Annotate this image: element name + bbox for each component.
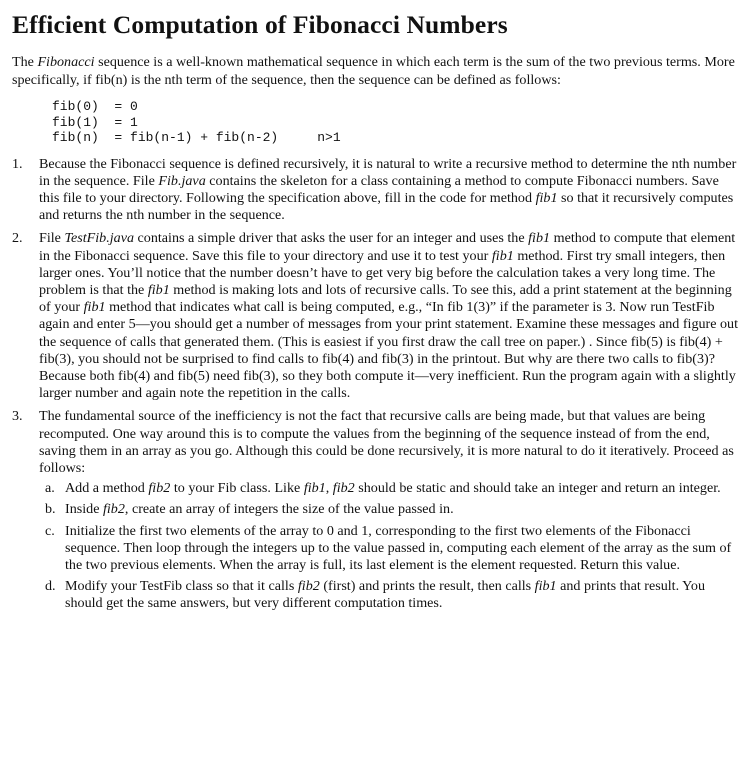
- intro-italic-term: Fibonacci: [37, 54, 95, 70]
- method-name: fib2: [102, 501, 125, 518]
- text-run: contains a simple driver that asks the user for an integer and uses the: [134, 230, 529, 247]
- method-name: fib1: [83, 299, 106, 316]
- method-name: fib2: [297, 578, 320, 595]
- sub-step-d: [39, 578, 739, 612]
- sub-step-a: [39, 480, 739, 497]
- text-run: method that indicates what call is being computed, e.g., “In fib 1(3)” if the parameter is 3. Now run TestFib again and enter 5—you should get a number of messages from your print statement. Examine these messages and figure out the sequence of calls that generated them. (This is easiest if you first draw the call tree on paper.) . Since fib(5) is fib(4) + fib(3), you should not be surprised to find calls to fib(4) and fib(3) in the printout. But why are there two calls to fib(3)? Because both fib(4) and fib(5) need fib(3), so they both compute it—very inefficient. Run the program again with a slightly larger number and again note the repetition in the calls.: [39, 299, 739, 402]
- text-run: Because the Fibonacci sequence is defined recursively, it is natural to write a recursive method to determine the nth number in the sequence. File: [39, 155, 737, 189]
- sub-step-letter: b.: [45, 501, 56, 518]
- sub-step-b: [39, 501, 739, 518]
- text-run: Inside: [65, 501, 103, 518]
- exercise-item-1: [12, 156, 739, 225]
- file-name: TestFib.java: [64, 230, 135, 247]
- text-run: method to compute that element in the Fibonacci sequence. Save this file to your directory and use it to test your: [39, 230, 736, 264]
- item-text: The fundamental source of the inefficiency is not the fact that recursive calls are being made, but that values are being recomputed. One way around this is to compute the values from the beginning of the sequence instead of from the end, saving them in an array as you go. Although this could be done recursively, it is more natural to do it iteratively. Proceed as follows:: [39, 408, 734, 476]
- item-number: 1.: [12, 155, 23, 172]
- item-number: 3.: [12, 408, 23, 425]
- text-run: contains the skeleton for a class containing a method to compute Fibonacci numbers. Save this file to your directory. Following the specification above, fill in the code for method: [39, 172, 719, 206]
- text-run: Modify your TestFib class so that it calls: [65, 578, 298, 595]
- method-name: fib1: [535, 189, 558, 206]
- text-run: File: [39, 230, 65, 247]
- method-name: fib2: [148, 480, 171, 497]
- method-name: fib1: [491, 247, 514, 264]
- sub-step-c: [39, 523, 739, 575]
- intro-text: The: [12, 54, 38, 70]
- method-name: fib1: [147, 281, 170, 298]
- sub-step-letter: a.: [45, 480, 55, 497]
- text-run: should be static and should take an integer and return an integer.: [354, 480, 721, 497]
- method-name: fib2: [332, 480, 355, 497]
- exercise-item-2: [12, 230, 739, 402]
- method-name: fib1: [528, 230, 551, 247]
- item-number: 2.: [12, 230, 23, 247]
- text-run: , create an array of integers the size of the value passed in.: [124, 501, 454, 518]
- page-title: Efficient Computation of Fibonacci Numbers: [12, 10, 508, 39]
- item-text: [39, 156, 739, 225]
- text-run: method. First try small integers, then larger ones. You’ll notice that the number doesn’t have to get very big before the calculation takes a very long time. The problem is that the: [39, 247, 726, 298]
- exercise-item-3: [12, 408, 739, 612]
- text-run: to your Fib class. Like: [170, 480, 304, 497]
- code-line: fib(1) = 1: [52, 114, 138, 130]
- method-name: fib1: [303, 480, 326, 497]
- sub-step-letter: d.: [45, 578, 56, 595]
- text-run: (first) and prints the result, then calls: [319, 578, 535, 595]
- fib-definition-code: [52, 99, 739, 146]
- text-run: Add a method: [65, 480, 149, 497]
- item-text: [39, 230, 739, 402]
- intro-paragraph: [12, 54, 739, 89]
- text-run: Initialize the first two elements of the array to 0 and 1, corresponding to the first two elements of the Fibonacci sequence. Then loop through the integers up to the value passed in, computing each element of the array as the sum of the two previous elements. When the array is full, its last element is the element requested. Return this value.: [65, 522, 732, 573]
- text-run: and prints that result. You should get the same answers, but very different computation times.: [65, 578, 705, 612]
- text-run: method is making lots and lots of recursive calls. To see this, add a print statement at the beginning of your: [39, 281, 732, 316]
- text-run: ,: [325, 480, 333, 497]
- file-name: Fib.java: [158, 172, 206, 189]
- intro-text: sequence is a well-known mathematical sequence in which each term is the sum of the two previous terms. More specifically, if fib(n) is the nth term of the sequence, then the sequence can be defined as follows:: [12, 54, 735, 88]
- method-name: fib1: [534, 578, 557, 595]
- code-line: fib(n) = fib(n-1) + fib(n-2) n>1: [52, 130, 341, 145]
- text-run: so that it recursively computes and returns the nth number in the sequence.: [39, 189, 734, 224]
- exercise-list: [12, 156, 739, 613]
- code-line: fib(0) = 0: [52, 99, 138, 114]
- sub-step-letter: c.: [45, 522, 55, 539]
- sub-step-list: [39, 480, 739, 612]
